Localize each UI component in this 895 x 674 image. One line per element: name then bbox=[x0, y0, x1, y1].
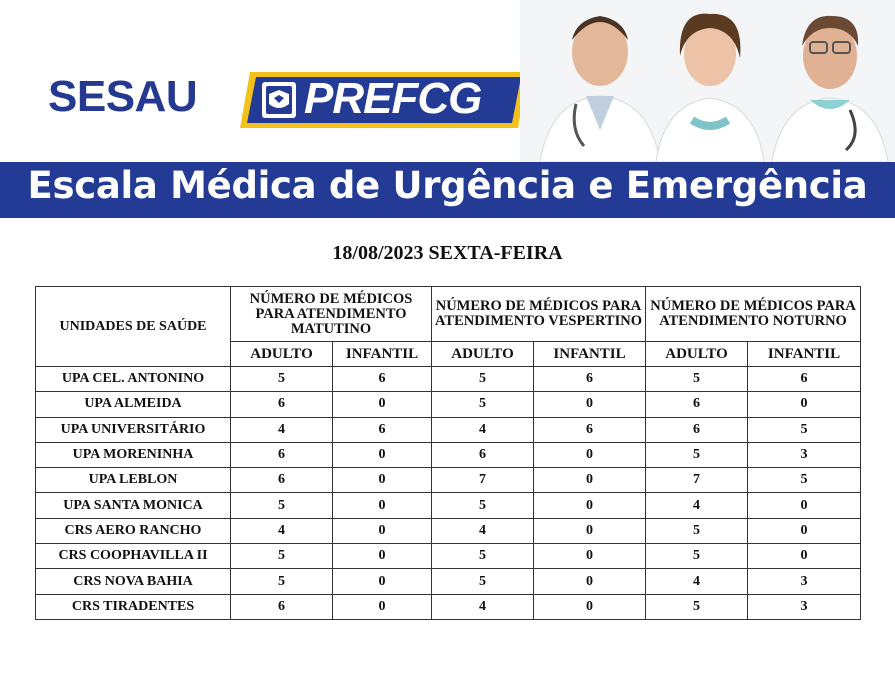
doctor-count-cell: 6 bbox=[646, 392, 748, 417]
unit-name-cell: CRS NOVA BAHIA bbox=[36, 569, 231, 594]
unit-name-cell: UPA LEBLON bbox=[36, 468, 231, 493]
doctors-photo bbox=[520, 0, 895, 162]
doctor-count-cell: 0 bbox=[333, 493, 432, 518]
doctor-count-cell: 4 bbox=[432, 594, 534, 619]
table-row bbox=[36, 392, 861, 417]
city-crest-icon bbox=[262, 82, 296, 118]
doctor-count-cell: 5 bbox=[432, 493, 534, 518]
doctor-count-cell: 0 bbox=[534, 493, 646, 518]
column-header-units: UNIDADES DE SAÚDE bbox=[36, 287, 231, 367]
doctor-count-cell: 0 bbox=[748, 518, 861, 543]
doctor-count-cell: 6 bbox=[231, 392, 333, 417]
doctor-count-cell: 0 bbox=[333, 544, 432, 569]
doctor-count-cell: 0 bbox=[748, 544, 861, 569]
doctor-count-cell: 5 bbox=[231, 569, 333, 594]
column-header-child: INFANTIL bbox=[748, 342, 861, 367]
table-row bbox=[36, 594, 861, 619]
unit-name-cell: UPA ALMEIDA bbox=[36, 392, 231, 417]
doctor-count-cell: 0 bbox=[534, 518, 646, 543]
doctor-count-cell: 5 bbox=[646, 518, 748, 543]
doctor-count-cell: 6 bbox=[534, 417, 646, 442]
doctor-count-cell: 6 bbox=[231, 468, 333, 493]
unit-name-cell: UPA CEL. ANTONINO bbox=[36, 367, 231, 392]
column-group-night: NÚMERO DE MÉDICOS PARA ATENDIMENTO NOTURNO bbox=[646, 287, 861, 342]
table-row bbox=[36, 544, 861, 569]
doctor-count-cell: 0 bbox=[748, 392, 861, 417]
table-row bbox=[36, 417, 861, 442]
unit-name-cell: UPA UNIVERSITÁRIO bbox=[36, 417, 231, 442]
table-row bbox=[36, 493, 861, 518]
doctor-count-cell: 5 bbox=[748, 468, 861, 493]
doctor-count-cell: 5 bbox=[432, 569, 534, 594]
doctor-count-cell: 6 bbox=[231, 442, 333, 467]
doctor-count-cell: 4 bbox=[646, 493, 748, 518]
doctor-count-cell: 4 bbox=[646, 569, 748, 594]
unit-name-cell: CRS AERO RANCHO bbox=[36, 518, 231, 543]
doctor-count-cell: 0 bbox=[534, 468, 646, 493]
doctor-count-cell: 5 bbox=[231, 367, 333, 392]
doctor-count-cell: 0 bbox=[333, 594, 432, 619]
table-row bbox=[36, 569, 861, 594]
doctor-count-cell: 5 bbox=[646, 367, 748, 392]
schedule-date: 18/08/2023 SEXTA-FEIRA bbox=[332, 242, 563, 264]
doctor-count-cell: 4 bbox=[432, 417, 534, 442]
column-header-child: INFANTIL bbox=[534, 342, 646, 367]
doctor-count-cell: 5 bbox=[231, 544, 333, 569]
column-header-adult: ADULTO bbox=[646, 342, 748, 367]
table-row bbox=[36, 367, 861, 392]
unit-name-cell: CRS COOPHAVILLA II bbox=[36, 544, 231, 569]
column-header-adult: ADULTO bbox=[432, 342, 534, 367]
doctor-count-cell: 0 bbox=[534, 569, 646, 594]
doctor-count-cell: 3 bbox=[748, 569, 861, 594]
unit-name-cell: UPA SANTA MONICA bbox=[36, 493, 231, 518]
doctor-count-cell: 0 bbox=[333, 392, 432, 417]
doctor-count-cell: 0 bbox=[333, 468, 432, 493]
doctor-count-cell: 4 bbox=[231, 417, 333, 442]
doctor-count-cell: 0 bbox=[748, 493, 861, 518]
doctor-count-cell: 6 bbox=[432, 442, 534, 467]
doctor-count-cell: 0 bbox=[333, 442, 432, 467]
doctor-count-cell: 0 bbox=[534, 594, 646, 619]
sesau-logo: SESAU bbox=[48, 72, 198, 121]
column-group-morning: NÚMERO DE MÉDICOS PARA ATENDIMENTO MATUTINO bbox=[231, 287, 432, 342]
column-header-child: INFANTIL bbox=[333, 342, 432, 367]
doctor-count-cell: 7 bbox=[646, 468, 748, 493]
doctor-count-cell: 6 bbox=[748, 367, 861, 392]
doctor-count-cell: 4 bbox=[432, 518, 534, 543]
doctor-count-cell: 6 bbox=[333, 367, 432, 392]
doctor-count-cell: 0 bbox=[333, 518, 432, 543]
doctor-count-cell: 4 bbox=[231, 518, 333, 543]
doctor-count-cell: 0 bbox=[534, 544, 646, 569]
doctor-count-cell: 3 bbox=[748, 594, 861, 619]
column-group-afternoon: NÚMERO DE MÉDICOS PARA ATENDIMENTO VESPERTINO bbox=[432, 287, 646, 342]
doctor-count-cell: 5 bbox=[432, 544, 534, 569]
doctor-count-cell: 5 bbox=[432, 367, 534, 392]
doctor-count-cell: 3 bbox=[748, 442, 861, 467]
doctor-count-cell: 5 bbox=[646, 544, 748, 569]
doctor-count-cell: 5 bbox=[432, 392, 534, 417]
doctor-count-cell: 7 bbox=[432, 468, 534, 493]
doctor-count-cell: 5 bbox=[231, 493, 333, 518]
doctor-count-cell: 0 bbox=[534, 442, 646, 467]
page-title: Escala Médica de Urgência e Emergência bbox=[27, 164, 868, 207]
doctor-count-cell: 0 bbox=[333, 569, 432, 594]
column-header-adult: ADULTO bbox=[231, 342, 333, 367]
unit-name-cell: CRS TIRADENTES bbox=[36, 594, 231, 619]
doctor-count-cell: 5 bbox=[646, 594, 748, 619]
doctor-count-cell: 6 bbox=[534, 367, 646, 392]
doctor-count-cell: 0 bbox=[534, 392, 646, 417]
doctor-count-cell: 6 bbox=[333, 417, 432, 442]
prefcg-logo-text: PREFCG bbox=[304, 74, 482, 123]
doctor-count-cell: 5 bbox=[748, 417, 861, 442]
table-row bbox=[36, 442, 861, 467]
table-row bbox=[36, 468, 861, 493]
doctor-schedule-table bbox=[35, 286, 861, 620]
doctor-count-cell: 6 bbox=[231, 594, 333, 619]
doctor-count-cell: 6 bbox=[646, 417, 748, 442]
doctor-count-cell: 5 bbox=[646, 442, 748, 467]
unit-name-cell: UPA MORENINHA bbox=[36, 442, 231, 467]
table-body bbox=[36, 367, 861, 620]
table-row bbox=[36, 518, 861, 543]
